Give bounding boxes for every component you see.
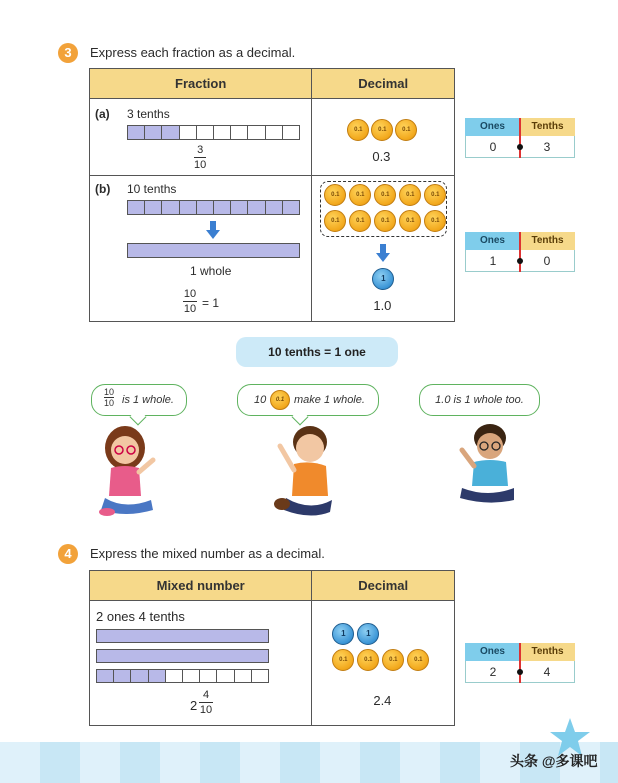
ones-value: 2 [489, 665, 497, 679]
row-a-decimal-cell [312, 99, 455, 176]
row-b-fraction: 10 10 [183, 288, 197, 315]
fraction-decimal-table [89, 68, 455, 322]
place-value-chart-q4 [465, 643, 575, 683]
mixed-number-whole: 2 [190, 698, 198, 713]
ones-header: Ones [465, 643, 520, 661]
boy1-illustration [266, 420, 346, 520]
tenth-coin: 0.1 [324, 210, 346, 232]
row-b-decimal: 1.0 [373, 298, 392, 313]
row-a-fraction: 3 10 [194, 144, 207, 171]
decimal-point [517, 669, 523, 675]
question-number-4: 4 [58, 544, 78, 564]
key-idea-banner: 10 tenths = 1 one [236, 337, 398, 367]
tenth-coin: 0.1 [399, 210, 421, 232]
tenth-coin: 0.1 [324, 184, 346, 206]
mixed-number-table [89, 570, 455, 726]
tenth-coin: 0.1 [347, 119, 369, 141]
tenth-coin: 0.1 [424, 210, 446, 232]
decimal-point [517, 258, 523, 264]
tenths-value: 4 [543, 665, 551, 679]
header-fraction: Fraction [90, 69, 312, 99]
decimal-point [517, 144, 523, 150]
one-coin: 1 [372, 268, 394, 290]
tenths-bar [96, 669, 269, 683]
tenth-coin: 0.1 [399, 184, 421, 206]
tenths-header: Tenths [520, 118, 575, 136]
row-b-label: (b) [95, 182, 111, 196]
one-coin: 1 [357, 623, 379, 645]
header-mixed-number: Mixed number [90, 571, 312, 601]
row-a-tenths-bar [127, 125, 300, 140]
tenth-coin: 0.1 [371, 119, 393, 141]
row-a-text: 3 tenths [127, 107, 170, 121]
mixed-number-fraction: 4 10 [199, 689, 213, 716]
tenths-header: Tenths [520, 643, 575, 661]
row-b-fraction-cell [90, 176, 312, 322]
row-b-whole-bar [127, 243, 300, 258]
down-arrow-icon [376, 244, 390, 262]
one-coin: 1 [332, 623, 354, 645]
row-b-fraction-equals: = 1 [202, 296, 220, 310]
question-3-instruction: Express each fraction as a decimal. [90, 45, 296, 60]
down-arrow-icon [206, 221, 220, 239]
row-b-tenths-bar [127, 200, 300, 215]
question-number-3: 3 [58, 43, 78, 63]
row-a-label: (a) [95, 107, 110, 121]
question-4-instruction: Express the mixed number as a decimal. [90, 546, 325, 561]
row-b-whole-label: 1 whole [190, 264, 232, 278]
tenth-coin: 0.1 [395, 119, 417, 141]
header-decimal: Decimal [312, 69, 455, 99]
whole-bar [96, 629, 269, 643]
girl-speech-bubble: 10 10 is 1 whole. [91, 384, 187, 416]
header-decimal: Decimal [312, 571, 455, 601]
tenth-coin: 0.1 [357, 649, 379, 671]
tenth-coin: 0.1 [407, 649, 429, 671]
tenth-coin: 0.1 [349, 184, 371, 206]
boy1-speech-bubble: 10 0.1 make 1 whole. [237, 384, 379, 416]
boy2-speech-bubble: 1.0 is 1 whole too. [419, 384, 540, 416]
row-a-decimal: 0.3 [372, 149, 391, 164]
row-a-fraction-cell [90, 99, 312, 176]
place-value-chart-b [465, 232, 575, 272]
girl-illustration [95, 420, 165, 520]
watermark-text: 头条 @多课吧 [510, 753, 598, 769]
tenth-coin: 0.1 [349, 210, 371, 232]
row-b-text: 10 tenths [127, 182, 177, 196]
tenths-header: Tenths [520, 232, 575, 250]
row-b-decimal-cell [312, 176, 455, 322]
tenth-coin: 0.1 [332, 649, 354, 671]
tenth-coin: 0.1 [374, 210, 396, 232]
tenths-value: 3 [543, 140, 551, 154]
mixed-number-cell [90, 601, 312, 726]
ones-value: 0 [489, 140, 497, 154]
place-value-chart-a [465, 118, 575, 158]
mixed-decimal-value: 2.4 [373, 693, 392, 708]
mixed-number-text: 2 ones 4 tenths [96, 609, 185, 624]
boy2-illustration [448, 420, 520, 504]
tenth-coin: 0.1 [374, 184, 396, 206]
ones-header: Ones [465, 232, 520, 250]
ones-header: Ones [465, 118, 520, 136]
tenth-coin: 0.1 [270, 390, 290, 410]
tenth-coin: 0.1 [382, 649, 404, 671]
ones-value: 1 [489, 254, 497, 268]
tenth-coin: 0.1 [424, 184, 446, 206]
mixed-decimal-cell [312, 601, 455, 726]
whole-bar [96, 649, 269, 663]
tenths-value: 0 [543, 254, 551, 268]
